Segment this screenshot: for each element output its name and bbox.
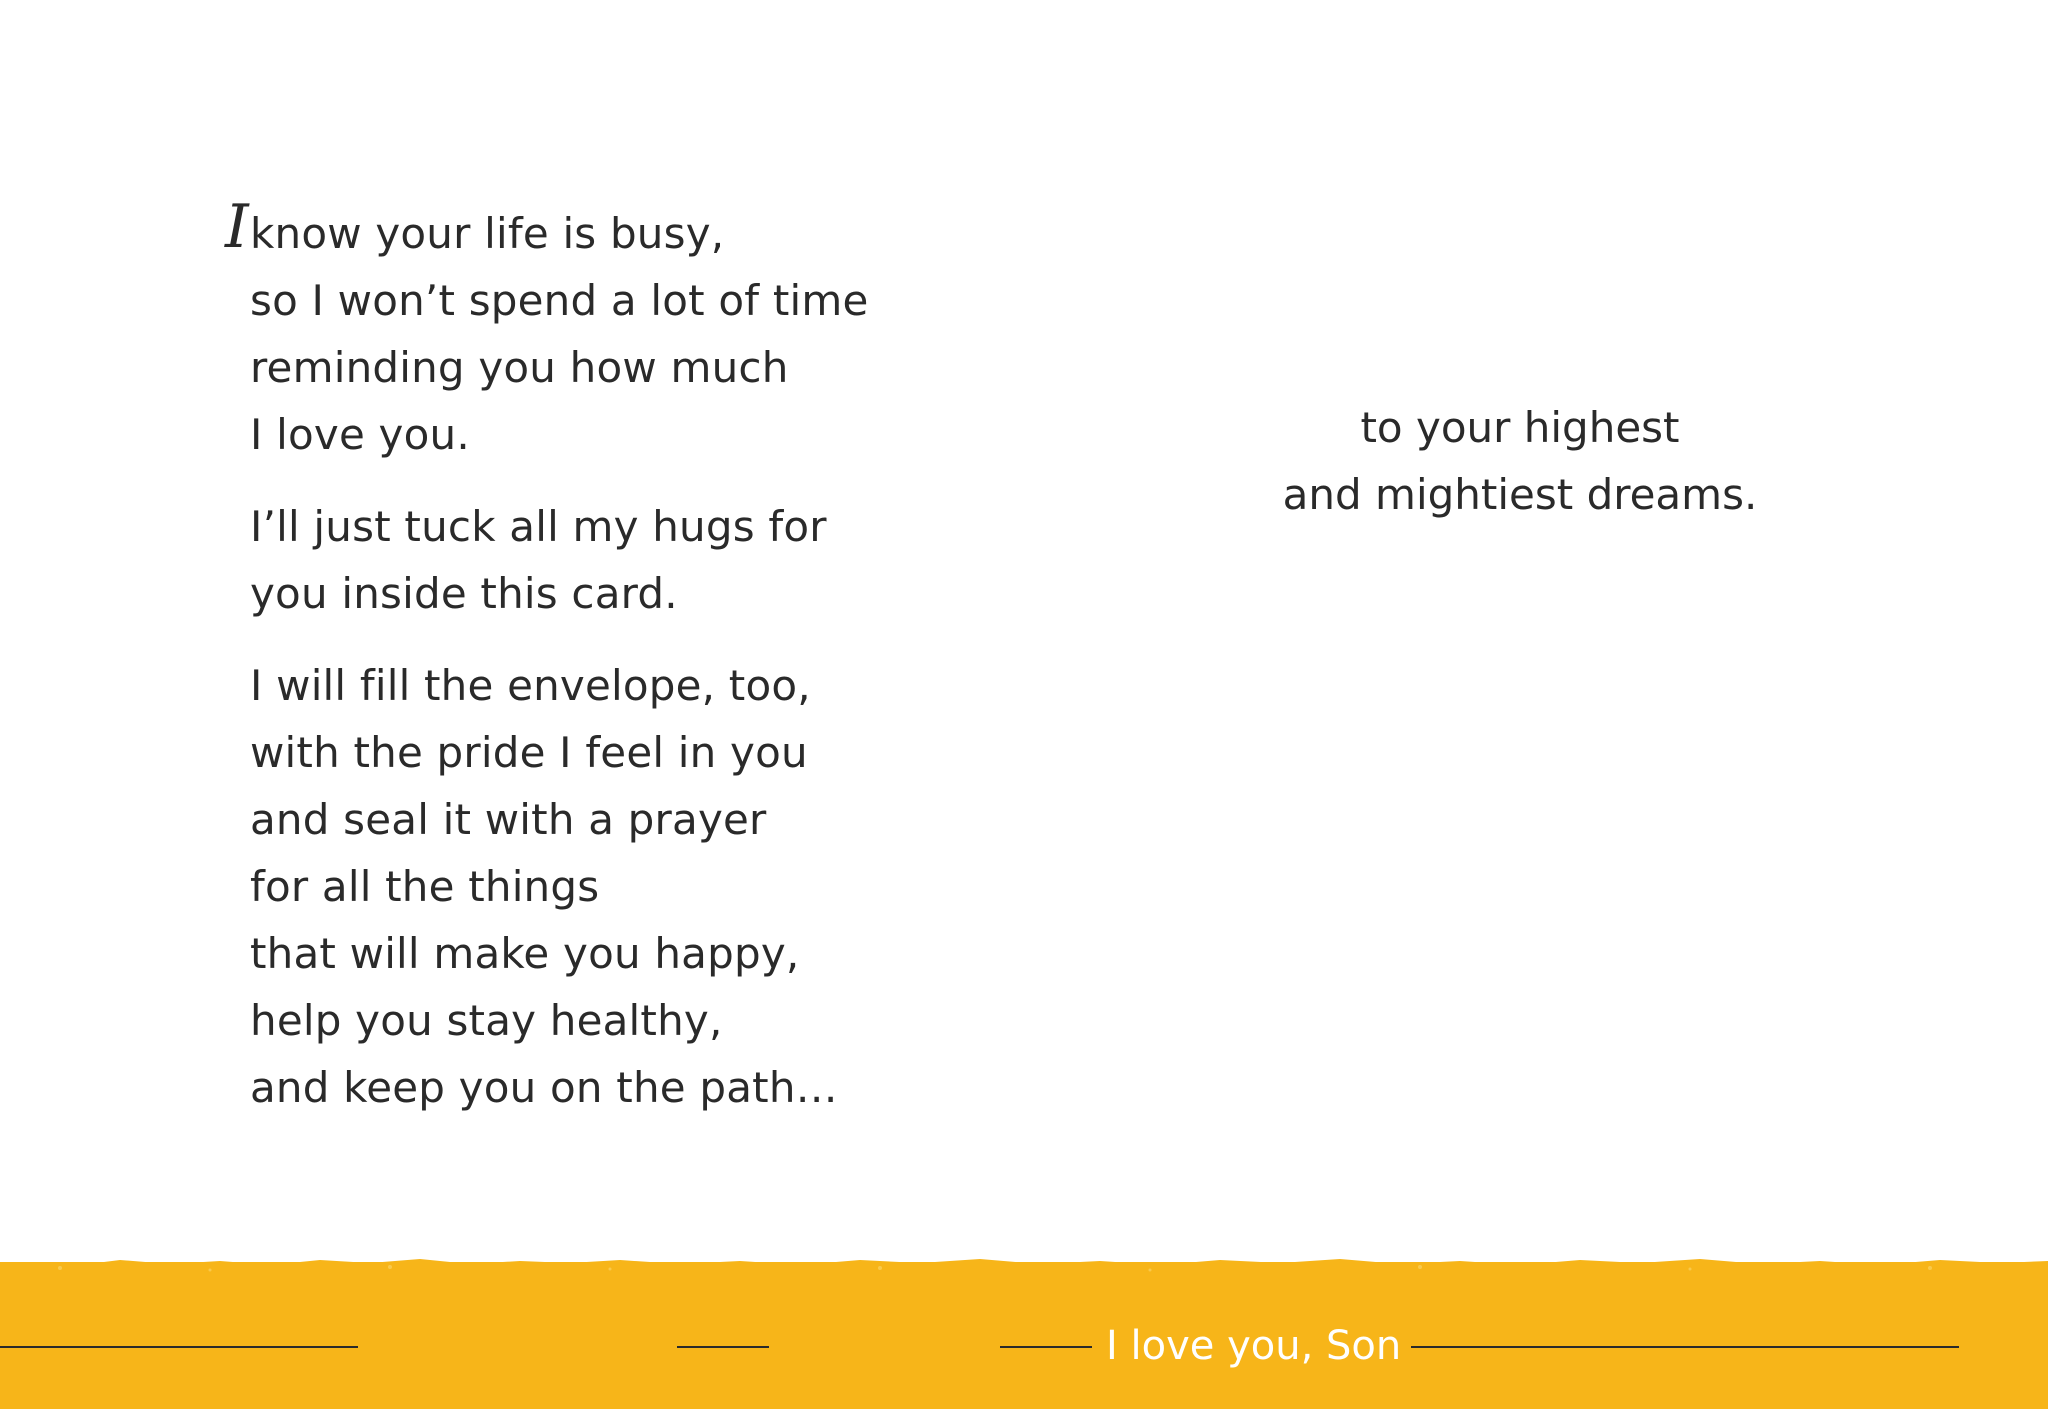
verse-line: help you stay healthy,	[250, 996, 723, 1045]
verse-line: with the pride I feel in you	[250, 728, 808, 777]
verse-line: I love you.	[250, 410, 470, 459]
verse-stanza-3	[250, 652, 870, 1121]
left-verse	[225, 192, 870, 1146]
verse-line	[225, 192, 870, 267]
footer-rule-right	[1411, 1346, 1959, 1348]
drop-cap: I	[225, 192, 249, 262]
footer-title: I love you, Son	[1106, 1323, 1402, 1369]
verse-line: you inside this card.	[250, 569, 678, 618]
verse-line: and keep you on the path…	[250, 1063, 838, 1112]
verse-line: I will fill the envelope, too,	[250, 661, 811, 710]
verse-line: and mightiest dreams.	[1282, 470, 1758, 519]
footer-rule-title-left	[1000, 1346, 1092, 1348]
verse-line: to your highest	[1360, 403, 1680, 452]
verse-line: for all the things	[250, 862, 600, 911]
footer-rule-center	[677, 1346, 769, 1348]
footer-rule-left	[0, 1346, 358, 1348]
verse-line: that will make you happy,	[250, 929, 800, 978]
verse-line-text: know your life is busy,	[250, 209, 725, 258]
footer-band	[0, 1262, 2048, 1409]
verse-line: I’ll just tuck all my hugs for	[250, 502, 827, 551]
verse-stanza-2	[250, 493, 870, 627]
verse-line: so I won’t spend a lot of time	[250, 276, 869, 325]
footer-band-rough-edge	[0, 1248, 2048, 1278]
verse-stanza-1	[225, 192, 870, 468]
verse-line: and seal it with a prayer	[250, 795, 767, 844]
verse-line: reminding you how much	[250, 343, 789, 392]
right-verse	[1240, 394, 1800, 528]
